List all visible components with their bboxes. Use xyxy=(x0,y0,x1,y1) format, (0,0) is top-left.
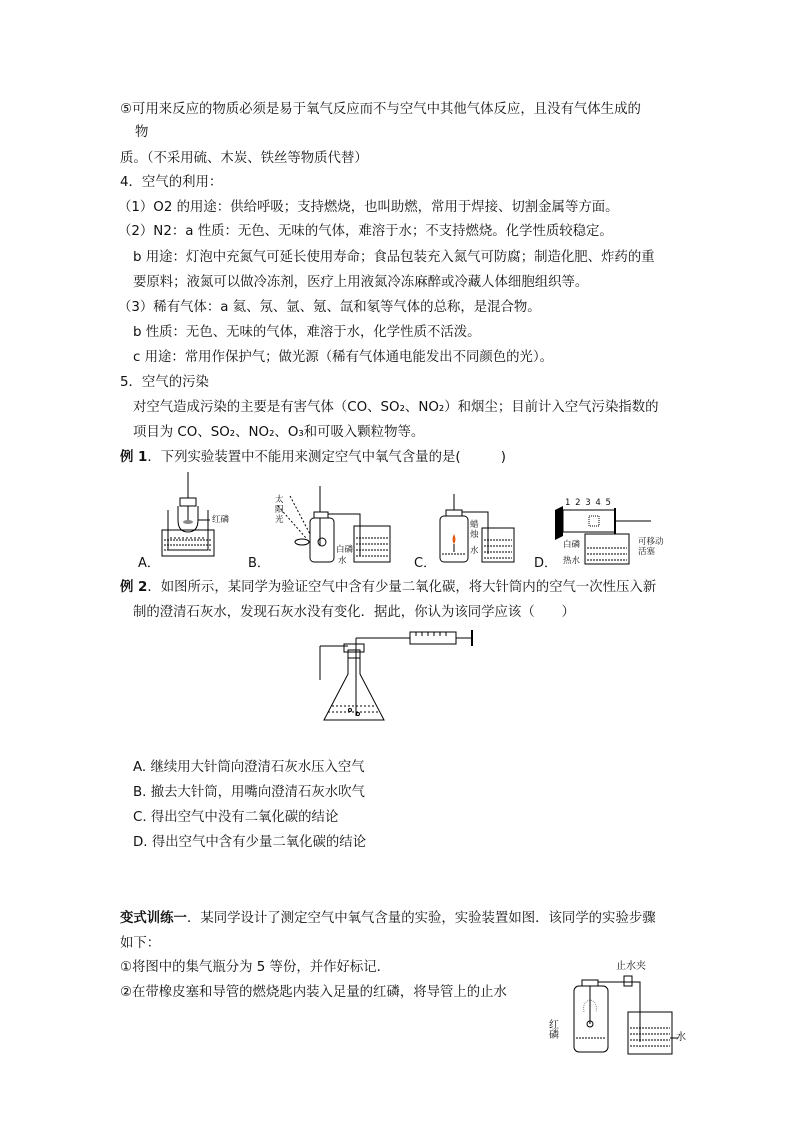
section-heading: 4．空气的利用： xyxy=(120,175,223,190)
text-line: （3）稀有气体：a 氦、氖、氩、氪、氙和氡等气体的总称，是混合物。 xyxy=(118,300,541,315)
section-heading: 5．空气的污染 xyxy=(120,375,209,390)
practice-question-line-1 xyxy=(120,909,656,929)
apparatus-b-white-phosphorus-label: 白磷 xyxy=(336,545,354,555)
text-line: （1）O2 的用途：供给呼吸；支持燃烧，也叫助燃，常用于焊接、切割金属等方面。 xyxy=(118,200,619,215)
text-line: （2）N2：a 性质：无色、无味的气体，难溶于水；不支持燃烧。化学性质较稳定。 xyxy=(118,224,613,239)
example-2-text: ．如图所示，某同学为验证空气中含有少量二氧化碳，将大针筒内的空气一次性压入新 xyxy=(147,580,657,595)
apparatus-c-candle-label: 蜡烛 xyxy=(470,520,479,540)
apparatus-a-red-phosphorus-label: 红磷 xyxy=(212,515,230,525)
text-line: 要原料；液氮可以做冷冻剂，医疗上用液氮冷冻麻醉或冷藏人体细胞组织等。 xyxy=(133,275,589,290)
apparatus-d-white-phosphorus-label: 白磷 xyxy=(563,540,581,550)
text-line: 对空气造成污染的主要是有害气体（CO、SO₂、NO₂）和烟尘；目前计入空气污染指数的 xyxy=(133,400,659,415)
text-line: 项目为 CO、SO₂、NO₂、O₃和可吸入颗粒物等。 xyxy=(133,425,425,440)
syringe-flask-diagram xyxy=(320,630,490,730)
example-2-question-line-1 xyxy=(120,578,656,598)
example-2-label: 例 2 xyxy=(120,580,148,595)
practice-clamp-label: 止水夹 xyxy=(616,961,646,972)
apparatus-c-water-label: 水 xyxy=(470,546,479,556)
example-1-label: 例 1 xyxy=(120,450,148,465)
apparatus-b-water-label: 水 xyxy=(338,556,347,566)
option-c-label: C． xyxy=(414,556,437,571)
text-line: b 性质：无色、无味的气体，难溶于水，化学性质不活泼。 xyxy=(133,325,481,340)
option-a-label: A． xyxy=(138,556,160,571)
example-2-question-line-2: 制的澄清石灰水，发现石灰水没有变化．据此，你认为该同学应该（ ） xyxy=(133,605,575,620)
text-line: 物 xyxy=(135,125,149,140)
example-2-option-b: B. 撤去大针筒，用嘴向澄清石灰水吹气 xyxy=(133,785,365,800)
text-line: c 用途：常用作保护气；做光源（稀有气体通电能发出不同颜色的光）。 xyxy=(133,350,554,365)
example-2-option-d: D. 得出空气中含有少量二氧化碳的结论 xyxy=(133,835,367,850)
example-1-text: ．下列实验装置中不能用来测定空气中氧气含量的是( ) xyxy=(147,450,506,465)
apparatus-b-diagram xyxy=(270,486,400,566)
apparatus-d-hot-water-label: 热水 xyxy=(563,556,581,566)
practice-apparatus-diagram xyxy=(560,972,690,1058)
example-2-option-c: C. 得出空气中没有二氧化碳的结论 xyxy=(133,810,339,825)
practice-text: ．某同学设计了测定空气中氧气含量的实验，实验装置如图．该同学的实验步骤 xyxy=(186,911,656,926)
text-line: 质。（不采用硫、木炭、铁丝等物质代替） xyxy=(120,151,368,166)
text-line: b 用途：灯泡中充氮气可延长使用寿命；食品包装充入氮气可防腐；制造化肥、炸药的重 xyxy=(133,250,655,265)
apparatus-d-piston-label: 可移动活塞 xyxy=(638,537,664,557)
practice-step-1: ①将图中的集气瓶分为 5 等份，并作好标记． xyxy=(120,960,391,975)
text-line: ⑤可用来反应的物质必须是易于氧气反应而不与空气中其他气体反应，且没有气体生成的 xyxy=(120,102,641,117)
practice-step-2: ②在带橡皮塞和导管的燃烧匙内装入足量的红磷，将导管上的止水 xyxy=(120,985,507,1000)
apparatus-b-sunlight-label: 太阳光 xyxy=(275,495,284,525)
practice-red-phosphorus-label: 红磷 xyxy=(549,1020,559,1041)
option-d-label: D． xyxy=(534,556,558,571)
practice-label: 变式训练一 xyxy=(120,911,187,926)
example-1-question xyxy=(120,448,506,468)
example-2-option-a: A. 继续用大针筒向澄清石灰水压入空气 xyxy=(133,760,365,775)
practice-water-label: 水 xyxy=(676,1032,686,1043)
option-b-label: B． xyxy=(248,556,270,571)
practice-question-line-2: 如下： xyxy=(120,936,161,951)
apparatus-d-scale-label: 1 2 3 4 5 xyxy=(565,498,612,508)
